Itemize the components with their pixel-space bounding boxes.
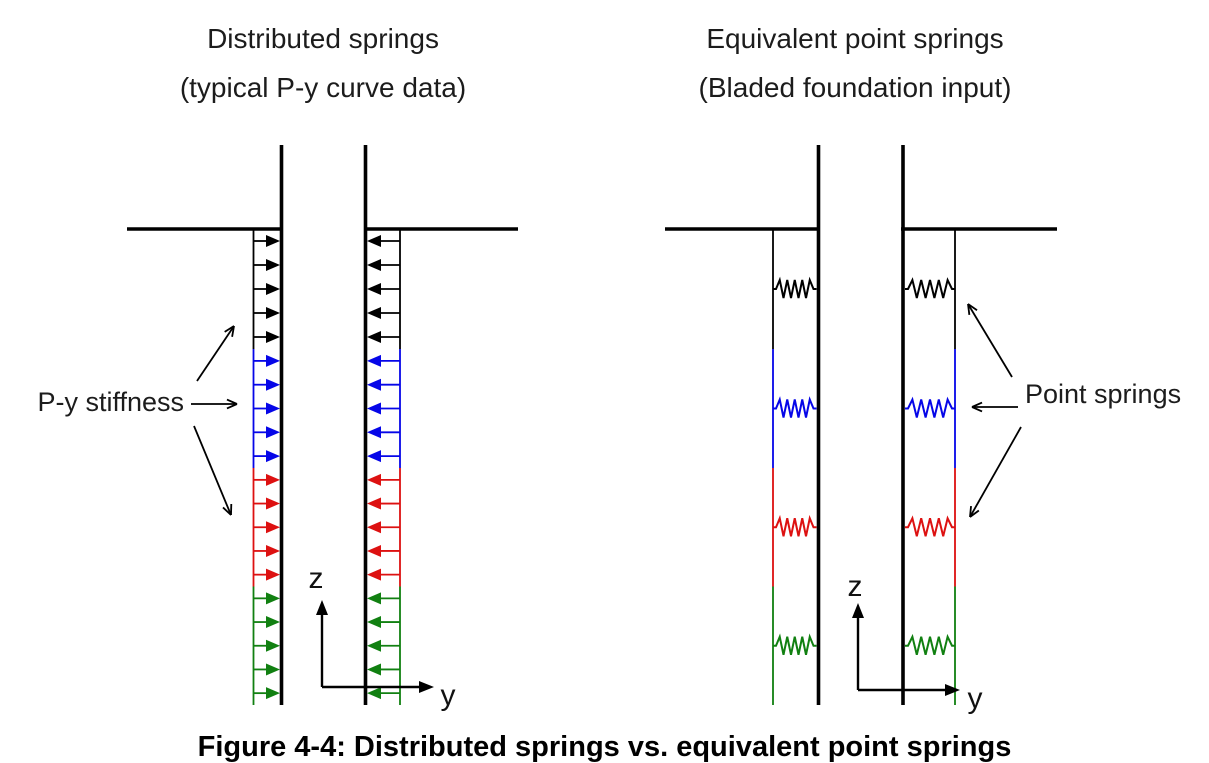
right-z-axis-label: z [838, 572, 872, 602]
distributed-arrow-left-head [266, 640, 280, 652]
distributed-arrow-right-head [367, 592, 381, 604]
distributed-arrow-right-head [367, 640, 381, 652]
right-diagram-title-line2: (Bladed foundation input) [655, 63, 1055, 112]
right-y-axis-label: y [958, 684, 992, 714]
distributed-springs-diagram [127, 145, 518, 705]
distributed-arrow-left-head [266, 331, 280, 343]
distributed-arrow-left-head [266, 545, 280, 557]
distributed-arrow-right-head [367, 307, 381, 319]
distributed-arrow-left-head [266, 616, 280, 628]
distributed-arrow-right-head [367, 331, 381, 343]
distributed-arrow-left-head [266, 355, 280, 367]
distributed-arrow-left-head [266, 259, 280, 271]
left-y-axis-label: y [431, 681, 465, 711]
right-z-axis-arrow-head [852, 603, 864, 618]
distributed-arrow-right-head [367, 663, 381, 675]
distributed-arrow-left-head [266, 498, 280, 510]
distributed-arrow-left-head [266, 403, 280, 415]
point-springs-annotation-arrow-upper-shaft [968, 304, 1012, 377]
left-diagram-title-line1: Distributed springs [123, 14, 523, 63]
distributed-arrow-left-head [266, 283, 280, 295]
distributed-arrow-right-head [367, 474, 381, 486]
distributed-arrow-right-head [367, 545, 381, 557]
distributed-arrow-right-head [367, 259, 381, 271]
distributed-arrow-right-head [367, 355, 381, 367]
point-springs-annotation-arrow-lower-shaft [970, 427, 1021, 517]
left-z-axis-label: z [299, 564, 333, 594]
py-annotation-arrow-upper-shaft [197, 326, 234, 381]
point-spring-left-seg3 [773, 518, 817, 536]
point-spring-right-seg2 [905, 400, 955, 418]
distributed-arrow-left-head [266, 235, 280, 247]
distributed-arrow-left-head [266, 687, 280, 699]
point-springs-diagram [665, 145, 1057, 705]
right-diagram-title-line1: Equivalent point springs [655, 14, 1055, 63]
right-diagram-title [655, 14, 1055, 112]
point-spring-left-seg2 [773, 400, 817, 418]
distributed-arrow-right-head [367, 450, 381, 462]
distributed-arrow-right-head [367, 426, 381, 438]
distributed-arrow-left-head [266, 474, 280, 486]
distributed-arrow-right-head [367, 283, 381, 295]
point-spring-right-seg1 [905, 280, 955, 298]
distributed-arrow-right-head [367, 498, 381, 510]
left-z-axis-arrow-head [316, 600, 328, 615]
distributed-arrow-left-head [266, 450, 280, 462]
point-spring-right-seg4 [905, 637, 955, 655]
distributed-arrow-left-head [266, 379, 280, 391]
distributed-arrow-left-head [266, 521, 280, 533]
distributed-arrow-right-head [367, 569, 381, 581]
point-spring-left-seg4 [773, 637, 817, 655]
distributed-arrow-right-head [367, 235, 381, 247]
distributed-arrow-left-head [266, 663, 280, 675]
point-spring-left-seg1 [773, 280, 817, 298]
distributed-arrow-right-head [367, 403, 381, 415]
distributed-arrow-right-head [367, 687, 381, 699]
distributed-arrow-right-head [367, 616, 381, 628]
point-springs-annotation-arrow-lower-head-1 [970, 506, 971, 517]
distributed-arrow-left-head [266, 569, 280, 581]
distributed-arrow-right-head [367, 521, 381, 533]
distributed-arrow-left-head [266, 307, 280, 319]
left-diagram-title-line2: (typical P-y curve data) [123, 63, 523, 112]
point-springs-label: Point springs [1025, 381, 1181, 408]
point-spring-right-seg3 [905, 518, 955, 536]
py-stiffness-label: P-y stiffness [0, 389, 184, 416]
distributed-arrow-right-head [367, 379, 381, 391]
distributed-arrow-left-head [266, 592, 280, 604]
distributed-arrow-left-head [266, 426, 280, 438]
left-diagram-title [123, 14, 523, 112]
figure-caption: Figure 4-4: Distributed springs vs. equivalent point springs [0, 733, 1209, 762]
py-annotation-arrow-lower-shaft [194, 426, 231, 515]
